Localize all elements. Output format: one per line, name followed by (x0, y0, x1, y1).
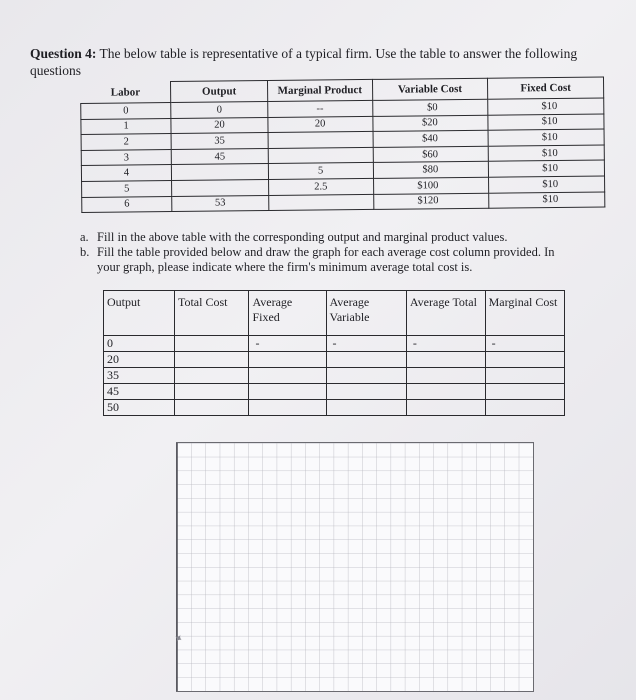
table-row (104, 368, 565, 384)
graph-grid-lines (171, 443, 533, 691)
cell-fixed-cost: $10 (489, 160, 605, 177)
cell-output[interactable] (172, 180, 269, 197)
cell-average-variable[interactable]: - (326, 336, 406, 352)
cell-marginal-cost[interactable] (485, 400, 564, 416)
header-average-variable: Average Variable (326, 291, 406, 336)
cell-output: 50 (104, 400, 175, 416)
production-cost-table (80, 77, 605, 214)
cell-output[interactable]: 0 (171, 102, 268, 119)
instruction-item (80, 245, 580, 275)
cell-labor: 2 (81, 134, 171, 151)
cell-average-total[interactable]: - (406, 336, 485, 352)
cell-output: 35 (104, 368, 175, 384)
cell-marginal-product[interactable] (268, 147, 373, 164)
cell-labor: 0 (81, 103, 171, 120)
average-cost-table (103, 290, 565, 416)
cell-average-total[interactable] (406, 352, 485, 368)
cell-fixed-cost: $10 (489, 192, 605, 209)
header-marginal-product: Marginal Product (267, 79, 372, 101)
cell-total-cost[interactable] (174, 352, 249, 368)
table-row (104, 384, 565, 400)
cell-fixed-cost: $10 (488, 129, 604, 146)
table-row (104, 352, 565, 368)
cell-variable-cost: $80 (373, 162, 489, 179)
instructions-list (80, 230, 580, 275)
question-label: Question 4: (30, 46, 97, 61)
cell-marginal-product[interactable]: 2.5 (268, 178, 373, 195)
instruction-text: Fill in the above table with the corresponding output and marginal product values. (97, 230, 508, 244)
cell-variable-cost: $40 (373, 130, 489, 147)
cell-output[interactable]: 45 (171, 148, 268, 165)
cell-labor: 4 (81, 165, 171, 182)
cell-marginal-cost[interactable]: - (485, 336, 564, 352)
cell-output: 0 (104, 336, 175, 352)
cell-average-variable[interactable] (326, 368, 406, 384)
cell-fixed-cost: $10 (488, 98, 604, 115)
header-output: Output (104, 291, 175, 336)
instruction-label: a. (80, 230, 89, 244)
cell-average-fixed[interactable] (249, 368, 326, 384)
question-text: The below table is representative of a typical firm. Use the table to answer the following questions (30, 46, 578, 78)
cell-average-fixed[interactable]: - (249, 336, 326, 352)
cell-fixed-cost: $10 (489, 176, 605, 193)
header-variable-cost: Variable Cost (372, 78, 488, 100)
header-marginal-cost: Marginal Cost (485, 291, 564, 336)
axis-scribble-mark: ✦ (171, 631, 187, 646)
header-total-cost: Total Cost (174, 291, 249, 336)
cell-labor: 5 (82, 181, 172, 198)
header-output: Output (171, 81, 268, 103)
cell-marginal-product[interactable] (269, 194, 374, 211)
cell-output[interactable]: 20 (171, 117, 268, 134)
cell-average-fixed[interactable] (249, 384, 326, 400)
cell-total-cost[interactable] (174, 400, 249, 416)
cell-total-cost[interactable] (174, 384, 249, 400)
table-row (104, 336, 565, 352)
instruction-text: Fill the table provided below and draw the graph for each average cost column provided. In your graph, please indicate where the firm's minimum average total cost is. (97, 245, 555, 274)
cell-labor: 3 (81, 149, 171, 166)
cell-average-total[interactable] (406, 400, 485, 416)
table2-header-row (104, 291, 565, 336)
cell-marginal-product[interactable] (268, 132, 373, 149)
cell-total-cost[interactable] (174, 336, 249, 352)
cell-average-fixed[interactable] (249, 352, 326, 368)
header-labor: Labor (81, 82, 171, 104)
cell-variable-cost: $20 (372, 115, 488, 132)
cell-output: 45 (104, 384, 175, 400)
cell-output[interactable]: 53 (172, 195, 269, 212)
cell-marginal-product[interactable]: 20 (268, 116, 373, 133)
cell-marginal-cost[interactable] (485, 368, 564, 384)
cell-average-variable[interactable] (326, 400, 406, 416)
cell-fixed-cost: $10 (488, 145, 604, 162)
cell-total-cost[interactable] (174, 368, 249, 384)
cell-variable-cost: $120 (373, 193, 489, 210)
cell-marginal-cost[interactable] (485, 384, 564, 400)
cell-variable-cost: $100 (373, 177, 489, 194)
cell-output[interactable] (172, 164, 269, 181)
cell-output[interactable]: 35 (171, 133, 268, 150)
cell-fixed-cost: $10 (488, 114, 604, 131)
cell-average-variable[interactable] (326, 352, 406, 368)
header-fixed-cost: Fixed Cost (488, 77, 604, 99)
graph-grid[interactable] (171, 442, 534, 692)
cell-labor: 1 (81, 118, 171, 135)
cell-labor: 6 (82, 196, 172, 213)
cell-marginal-product[interactable]: -- (268, 100, 373, 117)
cell-variable-cost: $0 (372, 99, 488, 116)
instruction-label: b. (80, 245, 90, 259)
header-average-total: Average Total (406, 291, 485, 336)
cell-marginal-product[interactable]: 5 (268, 163, 373, 180)
cell-average-total[interactable] (406, 368, 485, 384)
cell-output: 20 (104, 352, 175, 368)
question-heading (30, 45, 590, 79)
cell-marginal-cost[interactable] (485, 352, 564, 368)
table-row (104, 400, 565, 416)
instruction-item (80, 230, 580, 245)
header-average-fixed: Average Fixed (249, 291, 326, 336)
cell-average-fixed[interactable] (249, 400, 326, 416)
cell-average-total[interactable] (406, 384, 485, 400)
cell-average-variable[interactable] (326, 384, 406, 400)
cell-variable-cost: $60 (373, 146, 489, 163)
